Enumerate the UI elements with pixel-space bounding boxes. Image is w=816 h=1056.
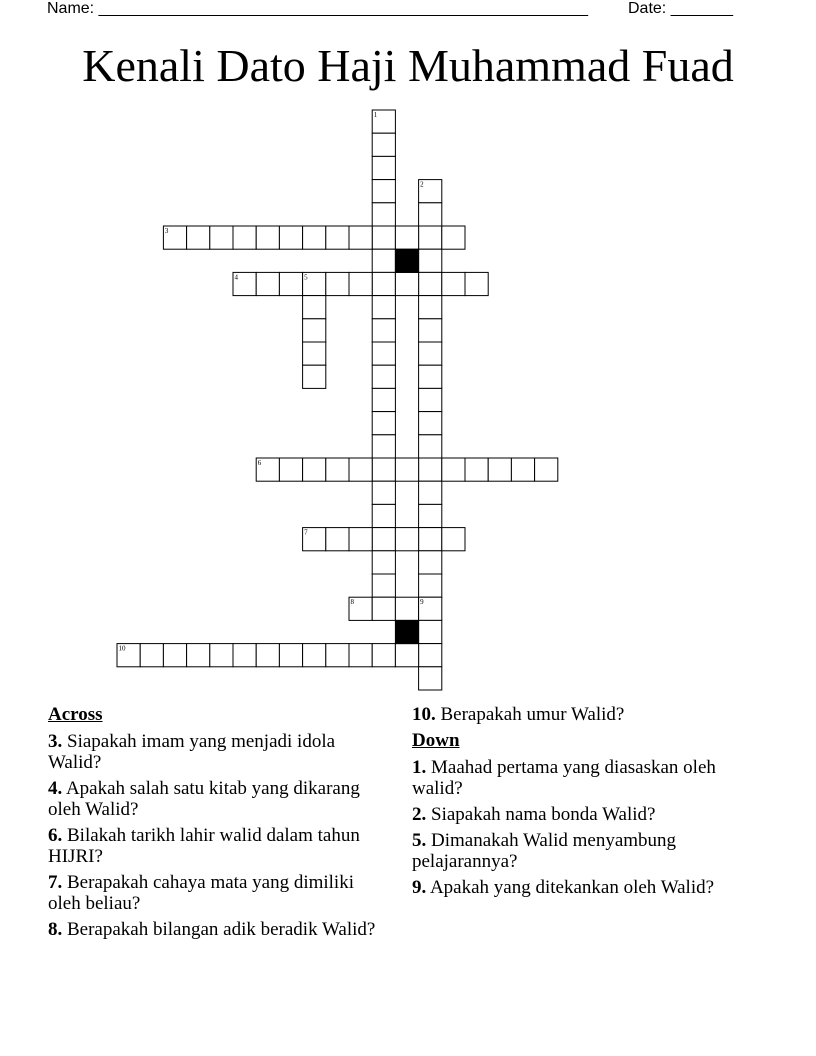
grid-cell[interactable] bbox=[279, 458, 302, 481]
grid-cell[interactable] bbox=[163, 644, 186, 667]
grid-cell[interactable] bbox=[372, 203, 395, 226]
grid-cell[interactable] bbox=[256, 644, 279, 667]
grid-cell[interactable] bbox=[372, 296, 395, 319]
clue-down-5: 5. Dimanakah Walid menyambung pelajarannya? bbox=[412, 830, 677, 872]
grid-cell[interactable] bbox=[303, 528, 326, 551]
clue-number-2: 2 bbox=[420, 180, 424, 189]
grid-cell[interactable] bbox=[303, 458, 326, 481]
clues-right-column bbox=[412, 704, 742, 903]
clue-across-6: 6. Bilakah tarikh lahir walid dalam tahun HIJRI? bbox=[48, 825, 360, 867]
grid-cell[interactable] bbox=[326, 528, 349, 551]
grid-cell[interactable] bbox=[326, 458, 349, 481]
clue-down-9: 9. Apakah yang ditekankan oleh Walid? bbox=[412, 877, 715, 898]
grid-cell[interactable] bbox=[210, 226, 233, 249]
grid-cell[interactable] bbox=[372, 342, 395, 365]
grid-cell[interactable] bbox=[279, 644, 302, 667]
grid-cell[interactable] bbox=[256, 272, 279, 295]
grid-cell[interactable] bbox=[210, 644, 233, 667]
clue-number-3: 3 bbox=[164, 227, 169, 235]
grid-cell[interactable] bbox=[303, 272, 326, 295]
grid-cell[interactable] bbox=[419, 504, 442, 527]
grid-cell[interactable] bbox=[372, 388, 395, 411]
grid-cell[interactable] bbox=[465, 272, 488, 295]
grid-cell[interactable] bbox=[303, 342, 326, 365]
grid-cell[interactable] bbox=[372, 319, 395, 342]
grid-cell[interactable] bbox=[419, 412, 442, 435]
grid-cell[interactable] bbox=[372, 249, 395, 272]
grid-cell[interactable] bbox=[395, 272, 418, 295]
grid-cell[interactable] bbox=[372, 156, 395, 179]
grid-cell[interactable] bbox=[419, 458, 442, 481]
grid-cell[interactable] bbox=[279, 226, 302, 249]
grid-cell[interactable] bbox=[419, 620, 442, 643]
grid-cell[interactable] bbox=[117, 644, 140, 667]
grid-cell[interactable] bbox=[419, 435, 442, 458]
grid-cell[interactable] bbox=[372, 551, 395, 574]
grid-cell[interactable] bbox=[419, 342, 442, 365]
blocked-cell bbox=[395, 249, 418, 272]
grid-cell[interactable] bbox=[419, 574, 442, 597]
grid-cell[interactable] bbox=[372, 481, 395, 504]
grid-cell[interactable] bbox=[303, 319, 326, 342]
clue-number-6: 6 bbox=[257, 459, 262, 467]
name-field[interactable]: Name: _______________________________________________________ bbox=[47, 0, 588, 17]
grid-cell[interactable] bbox=[372, 133, 395, 156]
grid-cell[interactable] bbox=[233, 272, 256, 295]
grid-cell[interactable] bbox=[349, 226, 372, 249]
clue-number-7: 7 bbox=[304, 528, 308, 537]
grid-cell[interactable] bbox=[372, 272, 395, 295]
grid-cell[interactable] bbox=[372, 412, 395, 435]
grid-cell[interactable] bbox=[419, 296, 442, 319]
grid-cell[interactable] bbox=[488, 458, 511, 481]
grid-cell[interactable] bbox=[419, 319, 442, 342]
grid-cell[interactable] bbox=[372, 226, 395, 249]
grid-cell[interactable] bbox=[303, 365, 326, 388]
clue-across-10: 10. Berapakah umur Walid? bbox=[412, 704, 625, 725]
grid-cell[interactable] bbox=[395, 597, 418, 620]
down-heading: Down bbox=[412, 730, 460, 751]
clue-across-8: 8. Berapakah bilangan adik beradik Walid? bbox=[48, 919, 376, 940]
grid-cell[interactable] bbox=[419, 644, 442, 667]
grid-cell[interactable] bbox=[279, 272, 302, 295]
grid-cell[interactable] bbox=[465, 458, 488, 481]
grid-cell[interactable] bbox=[349, 644, 372, 667]
grid-cell[interactable] bbox=[233, 644, 256, 667]
blocked-cell bbox=[395, 620, 418, 643]
clue-number-10: 10 bbox=[118, 644, 126, 653]
clue-number-4: 4 bbox=[234, 273, 238, 282]
grid-cell[interactable] bbox=[442, 528, 465, 551]
grid-cell[interactable] bbox=[395, 458, 418, 481]
grid-cell[interactable] bbox=[187, 226, 210, 249]
grid-cell[interactable] bbox=[326, 226, 349, 249]
grid-cell[interactable] bbox=[372, 504, 395, 527]
grid-cell[interactable] bbox=[419, 272, 442, 295]
grid-cell[interactable] bbox=[419, 551, 442, 574]
grid-cell[interactable] bbox=[372, 180, 395, 203]
clue-number-8: 8 bbox=[350, 598, 354, 607]
grid-cell[interactable] bbox=[349, 528, 372, 551]
grid-cell[interactable] bbox=[419, 388, 442, 411]
header-fields bbox=[47, 0, 742, 20]
grid-cell[interactable] bbox=[535, 458, 558, 481]
grid-cell[interactable] bbox=[372, 458, 395, 481]
across-heading: Across bbox=[48, 704, 103, 725]
grid-cell[interactable] bbox=[442, 226, 465, 249]
grid-cell[interactable] bbox=[233, 226, 256, 249]
grid-cell[interactable] bbox=[419, 180, 442, 203]
grid-cell[interactable] bbox=[419, 249, 442, 272]
grid-cell[interactable] bbox=[303, 296, 326, 319]
date-field[interactable]: Date: _______ bbox=[628, 0, 733, 17]
grid-cell[interactable] bbox=[303, 644, 326, 667]
grid-cell[interactable] bbox=[395, 226, 418, 249]
grid-cell[interactable] bbox=[256, 226, 279, 249]
grid-cell[interactable] bbox=[419, 667, 442, 690]
grid-cell[interactable] bbox=[372, 597, 395, 620]
grid-cell[interactable] bbox=[419, 203, 442, 226]
grid-cell[interactable] bbox=[163, 226, 186, 249]
clue-number-9: 9 bbox=[420, 598, 424, 607]
grid-cell[interactable] bbox=[303, 226, 326, 249]
grid-cell[interactable] bbox=[372, 528, 395, 551]
grid-cell[interactable] bbox=[372, 365, 395, 388]
clue-number-1: 1 bbox=[373, 111, 378, 119]
grid-cell[interactable] bbox=[419, 597, 442, 620]
grid-cell[interactable] bbox=[326, 644, 349, 667]
page-title: Kenali Dato Haji Muhammad Fuad bbox=[82, 40, 734, 91]
grid-cell[interactable] bbox=[511, 458, 534, 481]
clue-across-4: 4. Apakah salah satu kitab yang dikarang oleh Walid? bbox=[48, 778, 360, 820]
grid-cell[interactable] bbox=[187, 644, 210, 667]
grid-cell[interactable] bbox=[419, 365, 442, 388]
clue-number-5: 5 bbox=[304, 273, 308, 282]
clue-down-1: 1. Maahad pertama yang diasaskan oleh walid? bbox=[412, 757, 716, 799]
grid-cell[interactable] bbox=[372, 644, 395, 667]
grid-cell[interactable] bbox=[419, 528, 442, 551]
grid-cell[interactable] bbox=[395, 644, 418, 667]
clue-across-7: 7. Berapakah cahaya mata yang dimiliki oleh beliau? bbox=[48, 872, 354, 914]
grid-cell[interactable] bbox=[326, 272, 349, 295]
grid-cell[interactable] bbox=[349, 458, 372, 481]
grid-cell[interactable] bbox=[442, 458, 465, 481]
grid-cell[interactable] bbox=[442, 272, 465, 295]
grid-cell[interactable] bbox=[395, 528, 418, 551]
grid-cell[interactable] bbox=[256, 458, 279, 481]
grid-cell[interactable] bbox=[419, 481, 442, 504]
grid-cell[interactable] bbox=[372, 435, 395, 458]
grid-cell[interactable] bbox=[372, 110, 395, 133]
grid-cell[interactable] bbox=[140, 644, 163, 667]
clue-down-2: 2. Siapakah nama bonda Walid? bbox=[412, 804, 656, 825]
grid-cell[interactable] bbox=[349, 597, 372, 620]
grid-cell[interactable] bbox=[372, 574, 395, 597]
clues-left-column bbox=[48, 704, 378, 945]
grid-cell[interactable] bbox=[419, 226, 442, 249]
grid-cell[interactable] bbox=[349, 272, 372, 295]
clue-across-3: 3. Siapakah imam yang menjadi idola Walid? bbox=[48, 731, 336, 773]
